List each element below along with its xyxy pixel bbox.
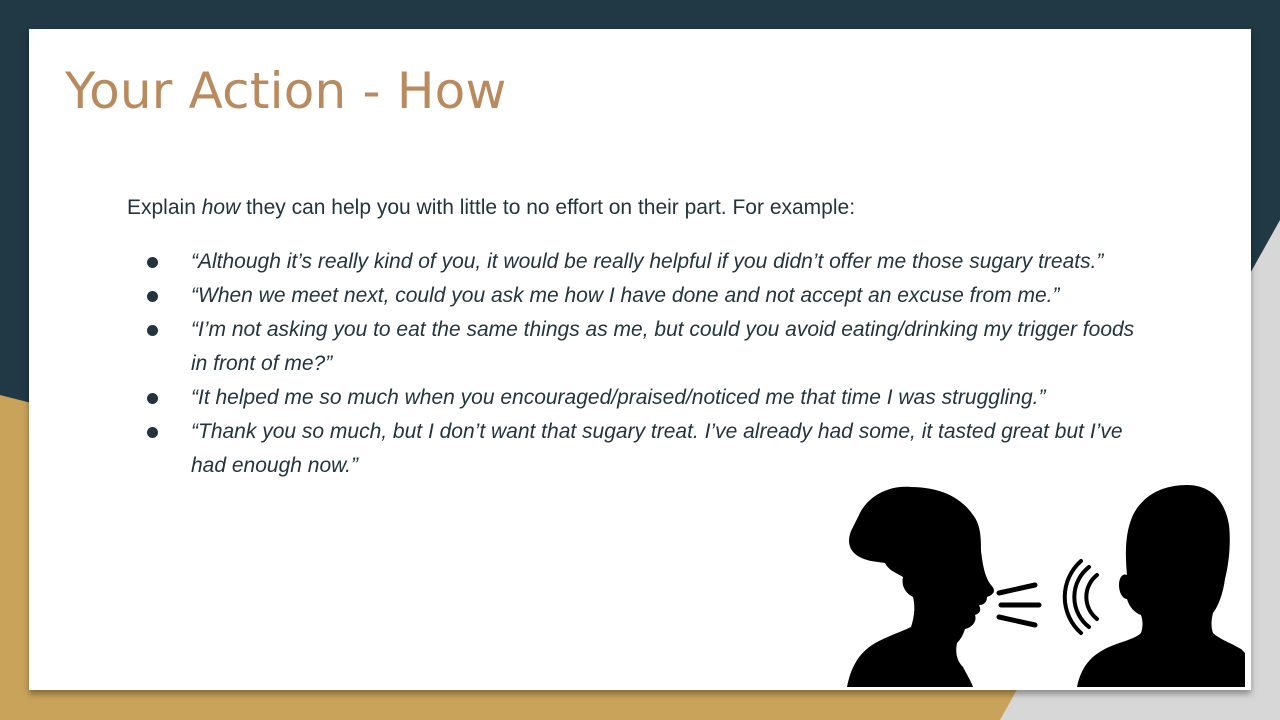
bullet-dot-icon <box>147 393 158 404</box>
list-item <box>127 313 1147 381</box>
list-item <box>127 279 1147 313</box>
intro-after: they can help you with little to no effort on their part. For example: <box>240 196 856 219</box>
two-people-talking-icon <box>845 481 1245 689</box>
speech-line <box>999 617 1035 625</box>
list-item <box>127 381 1147 415</box>
intro-before: Explain <box>127 196 202 219</box>
bullet-dot-icon <box>147 257 158 268</box>
bullet-text: “It helped me so much when you encouraged/praised/noticed me that time I was struggling.” <box>191 386 1046 409</box>
speech-line <box>999 585 1035 593</box>
list-item <box>127 415 1147 483</box>
slide-title: Your Action - How <box>65 62 507 120</box>
listener-silhouette <box>1077 485 1245 687</box>
intro-emphasis: how <box>201 196 241 219</box>
bullet-dot-icon <box>147 291 158 302</box>
bullet-dot-icon <box>147 325 158 336</box>
bullet-dot-icon <box>147 427 158 438</box>
speaker-silhouette <box>847 487 994 687</box>
bullet-text: “Thank you so much, but I don’t want that sugary treat. I’ve already had some, it tasted great but I’ve had enough now.” <box>191 420 1123 477</box>
intro-text <box>127 193 1147 223</box>
slide-body <box>127 193 1147 483</box>
bullet-text: “When we meet next, could you ask me how I have done and not accept an excuse from me.” <box>191 284 1060 307</box>
bullet-text: “Although it’s really kind of you, it would be really helpful if you didn’t offer me those sugary treats.” <box>191 250 1104 273</box>
list-item <box>127 245 1147 279</box>
slide-card <box>29 29 1251 690</box>
sound-wave <box>1086 575 1097 619</box>
example-list <box>127 245 1147 483</box>
bullet-text: “I’m not asking you to eat the same things as me, but could you avoid eating/drinking my trigger foods in front of me?” <box>191 318 1135 375</box>
